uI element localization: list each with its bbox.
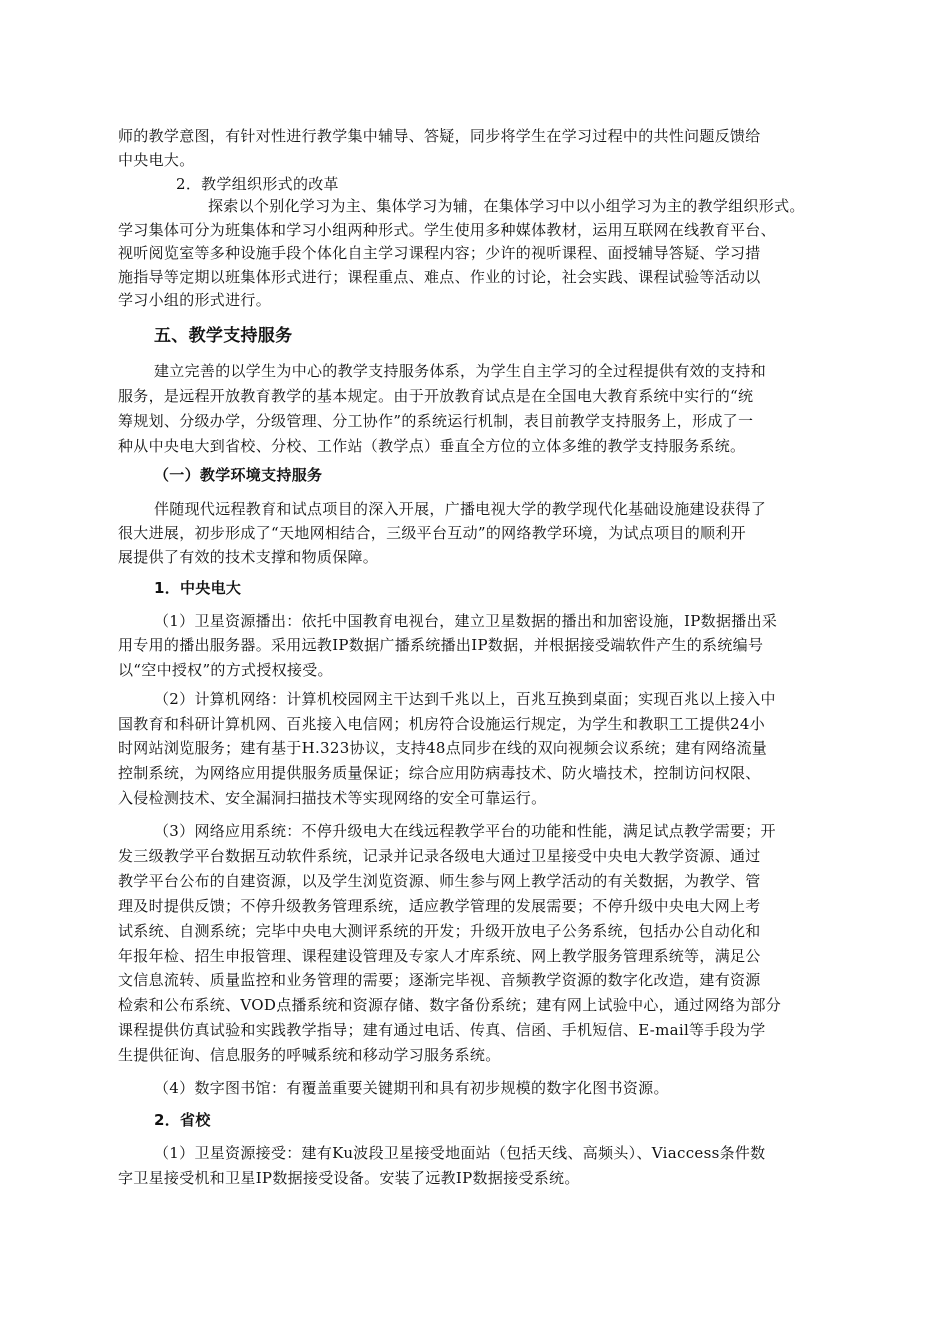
paragraph-line: 探索以个别化学习为主、集体学习为辅，在集体学习中以小组学习为主的教学组织形式。 [208, 197, 805, 215]
subsection-heading: 1．中央电大 [154, 579, 242, 597]
paragraph-line: 学习小组的形式进行。 [118, 291, 272, 309]
paragraph-line: 理及时提供反馈；不停升级教务管理系统，适应教学管理的发展需要；不停升级中央电大网上考 [118, 897, 761, 915]
paragraph-line: 时网站浏览服务；建有基于H.323协议，支持48点同步在线的双向视频会议系统；建有网络流量 [118, 739, 768, 757]
paragraph-line: 筹规划、分级办学，分级管理、分工协作”的系统运行机制，表目前教学支持服务上，形成了一 [118, 412, 754, 430]
paragraph-line: 师的教学意图，有针对性进行教学集中辅导、答疑，同步将学生在学习过程中的共性问题反馈给 [118, 127, 761, 145]
paragraph-line: 入侵检测技术、安全漏洞扫描技术等实现网络的安全可靠运行。 [118, 789, 547, 807]
paragraph-line: 展提供了有效的技术支撑和物质保障。 [118, 548, 379, 566]
paragraph-line: 伴随现代远程教育和试点项目的深入开展，广播电视大学的教学现代化基础设施建设获得了 [154, 500, 767, 518]
paragraph-line: 生提供征询、信息服务的呼喊系统和移动学习服务系统。 [118, 1046, 501, 1064]
paragraph-line: 年报年检、招生申报管理、课程建设管理及专家人才库系统、网上教学服务管理系统等，满足公 [118, 947, 761, 965]
paragraph-line: 教学平台公布的自建资源，以及学生浏览资源、师生参与网上教学活动的有关数据，为教学、管 [118, 872, 761, 890]
subsection-heading: 2．教学组织形式的改革 [176, 175, 339, 193]
paragraph-line: 学习集体可分为班集体和学习小组两种形式。学生使用多种媒体教材，运用互联网在线教育平台、 [118, 221, 776, 239]
section-heading: 五、教学支持服务 [154, 326, 293, 346]
paragraph-line: （4）数字图书馆：有覆盖重要关键期刊和具有初步规模的数字化图书资源。 [154, 1079, 669, 1097]
paragraph-line: 以“空中授权”的方式授权接受。 [118, 661, 333, 679]
paragraph-line: 中央电大。 [118, 151, 195, 169]
paragraph-line: （1）卫星资源接受：建有Ku波段卫星接受地面站（包括天线、高频头）、Viaccess条件数 [154, 1144, 766, 1162]
paragraph-line: 文信息流转、质量监控和业务管理的需要；逐渐完毕视、音频教学资源的数字化改造，建有资源 [118, 971, 761, 989]
paragraph-line: 试系统、自测系统；完毕中央电大测评系统的开发；升级开放电子公务系统，包括办公自动化和 [118, 922, 761, 940]
paragraph-line: （3）网络应用系统：不停升级电大在线远程教学平台的功能和性能，满足试点教学需要；开 [154, 822, 776, 840]
paragraph-line: 检索和公布系统、VOD点播系统和资源存储、数字备份系统；建有网上试验中心，通过网络为部分 [118, 996, 782, 1014]
paragraph-line: 控制系统，为网络应用提供服务质量保证；综合应用防病毒技术、防火墙技术，控制访问权限、 [118, 764, 761, 782]
paragraph-line: 服务，是远程开放教育教学的基本规定。由于开放教育试点是在全国电大教育系统中实行的“统 [118, 387, 754, 405]
paragraph-line: 种从中央电大到省校、分校、工作站（教学点）垂直全方位的立体多维的教学支持服务系统。 [118, 437, 746, 455]
paragraph-line: 字卫星接受机和卫星IP数据接受设备。安装了远教IP数据接受系统。 [118, 1169, 580, 1187]
paragraph-line: 课程提供仿真试验和实践教学指导；建有通过电话、传真、信函、手机短信、E-mail等手段为学 [118, 1021, 766, 1039]
paragraph-line: 施指导等定期以班集体形式进行；课程重点、难点、作业的讨论，社会实践、课程试验等活动以 [118, 268, 761, 286]
paragraph-line: 发三级教学平台数据互动软件系统，记录并记录各级电大通过卫星接受中央电大教学资源、通过 [118, 847, 761, 865]
paragraph-line: （2）计算机网络：计算机校园网主干达到千兆以上，百兆互换到桌面；实现百兆以上接入中 [154, 690, 776, 708]
paragraph-line: 建立完善的以学生为中心的教学支持服务体系，为学生自主学习的全过程提供有效的支持和 [154, 362, 767, 380]
subsection-heading: （一）教学环境支持服务 [154, 466, 323, 484]
paragraph-line: 国教育和科研计算机网、百兆接入电信网；机房符合设施运行规定，为学生和教职工工提供24小 [118, 715, 765, 733]
paragraph-line: 很大进展，初步形成了“天地网相结合，三级平台互动”的网络教学环境，为试点项目的顺利开 [118, 524, 746, 542]
paragraph-line: （1）卫星资源播出：依托中国教育电视台，建立卫星数据的播出和加密设施，IP数据播出采 [154, 612, 778, 630]
paragraph-line: 视听阅览室等多种设施手段个体化自主学习课程内容；少许的视听课程、面授辅导答疑、学习措 [118, 244, 761, 262]
paragraph-line: 用专用的播出服务器。采用远教IP数据广播系统播出IP数据，并根据接受端软件产生的系统编号 [118, 636, 764, 654]
subsection-heading: 2．省校 [154, 1111, 211, 1129]
